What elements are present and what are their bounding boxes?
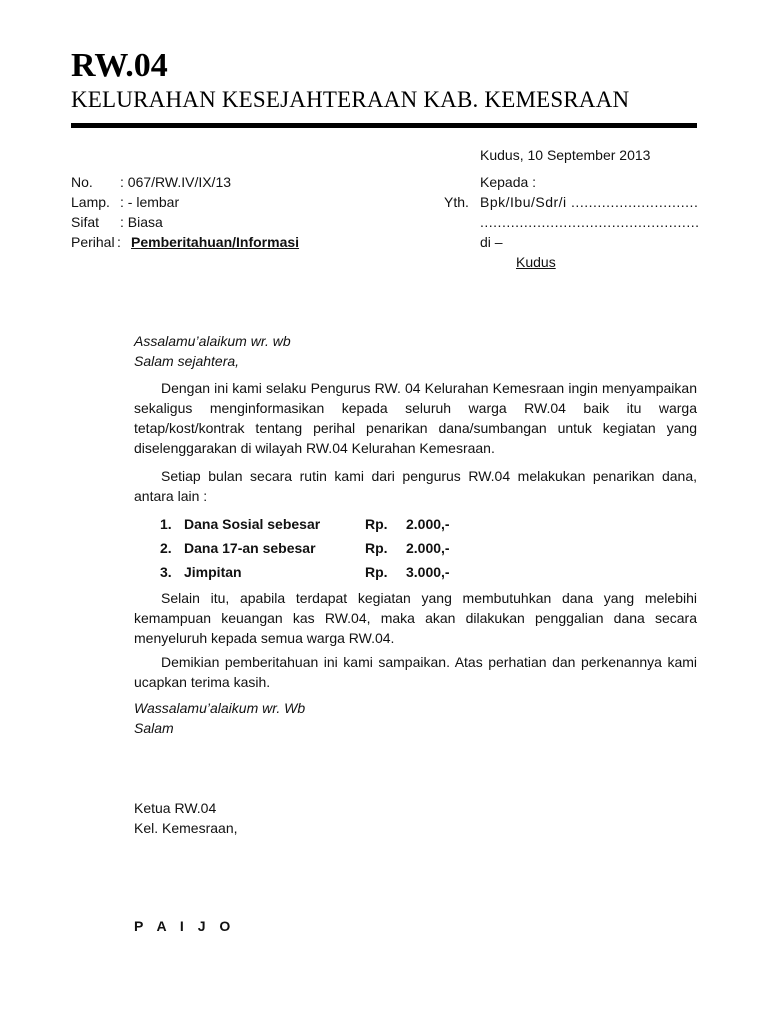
- recipient-yth: Yth.: [444, 194, 469, 210]
- closing-line-2: Salam: [134, 720, 174, 736]
- paragraph-3: [134, 588, 697, 648]
- meta-perihal-colon: :: [117, 234, 121, 250]
- signature-name: P A I J O: [134, 918, 236, 934]
- recipient-city: Kudus: [516, 254, 556, 270]
- list-item-currency: Rp.: [365, 564, 388, 580]
- letterhead-title: RW.04: [71, 47, 168, 84]
- paragraph-1: [134, 378, 697, 458]
- list-item-currency: Rp.: [365, 540, 388, 556]
- closing-line-1: Wassalamu’alaikum wr. Wb: [134, 700, 306, 716]
- list-item-number: 2.: [160, 540, 172, 556]
- header-divider: [71, 123, 697, 128]
- recipient-di: di –: [480, 234, 503, 250]
- paragraph-2-text: Setiap bulan secara rutin kami dari pengurus RW.04 melakukan penarikan dana, antara lain :: [134, 468, 697, 504]
- greeting-line-1: Assalamu’alaikum wr. wb: [134, 333, 291, 349]
- list-item-amount: 2.000,-: [406, 540, 450, 556]
- list-item-name: Dana Sosial sebesar: [184, 516, 321, 532]
- recipient-kepada: Kepada :: [480, 174, 537, 190]
- meta-lamp-value: : - lembar: [120, 194, 180, 210]
- meta-no-label: No.: [71, 174, 93, 190]
- recipient-dots-line: ..................................................: [480, 214, 700, 230]
- signature-role: Ketua RW.04: [134, 800, 217, 816]
- paragraph-4-text: Demikian pemberitahuan ini kami sampaikan. Atas perhatian dan perkenannya kami ucapkan terima kasih.: [134, 654, 697, 690]
- paragraph-1-text: Dengan ini kami selaku Pengurus RW. 04 Kelurahan Kemesraan ingin menyampaikan sekaligus menginformasikan kepada seluruh warga RW.04 baik itu warga tetap/kost/kontrak tentang perihal penarikan dana/sumbangan untuk kegiatan yang diselenggarakan di wilayah RW.04 Kelurahan Kemesraan.: [134, 380, 697, 456]
- paragraph-3-text: Selain itu, apabila terdapat kegiatan yang membutuhkan dana yang melebihi kemampuan keuangan kas RW.04, maka akan dilakukan penggalian dana secara menyeluruh kepada semua warga RW.04.: [134, 590, 697, 646]
- meta-no-value: : 067/RW.IV/IX/13: [120, 174, 232, 190]
- greeting-line-2: Salam sejahtera,: [134, 353, 240, 369]
- letterhead-subtitle: KELURAHAN KESEJAHTERAAN KAB. KEMESRAAN: [71, 87, 630, 112]
- paragraph-4: [134, 652, 697, 692]
- meta-perihal-value: Pemberitahuan/Informasi: [131, 234, 300, 250]
- list-item-amount: 3.000,-: [406, 564, 450, 580]
- signature-place: Kel. Kemesraan,: [134, 820, 238, 836]
- list-item-amount: 2.000,-: [406, 516, 450, 532]
- meta-sifat-value: : Biasa: [120, 214, 163, 230]
- list-item-name: Dana 17-an sebesar: [184, 540, 316, 556]
- list-item-number: 3.: [160, 564, 172, 580]
- list-item-currency: Rp.: [365, 516, 388, 532]
- meta-sifat-label: Sifat: [71, 214, 100, 230]
- letter-date: Kudus, 10 September 2013: [480, 147, 651, 163]
- meta-perihal-label: Perihal: [71, 234, 115, 250]
- paragraph-2: [134, 466, 697, 506]
- list-item-name: Jimpitan: [184, 564, 242, 580]
- recipient-addressee: Bpk/Ibu/Sdr/i .............................: [480, 194, 699, 210]
- meta-lamp-label: Lamp.: [71, 194, 110, 210]
- list-item-number: 1.: [160, 516, 172, 532]
